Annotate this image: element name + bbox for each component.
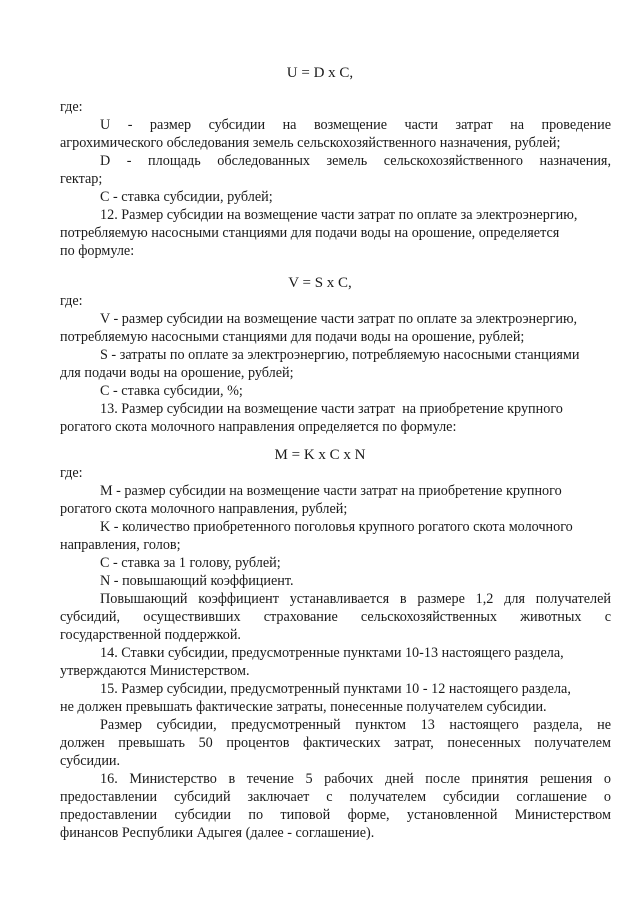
text-line: 15. Размер субсидии, предусмотренный пунктами 10 - 12 настоящего раздела, — [100, 681, 571, 697]
text-line: M - размер субсидии на возмещение части затрат на приобретение крупного — [100, 483, 562, 499]
text-line: потребляемую насосными станциями для подачи воды на орошение, рублей; — [60, 329, 525, 345]
text-line: рогатого скота молочного направления, рублей; — [60, 501, 348, 517]
text-line: N - повышающий коэффициент. — [100, 573, 294, 589]
text-line: где: — [60, 293, 83, 309]
text-line: предоставлении субсидий заключает с получателем субсидии соглашение о — [60, 789, 611, 805]
text-line: C - ставка субсидии, рублей; — [100, 189, 273, 205]
formula-u: U = D x C, — [286, 65, 354, 81]
text-line: S - затраты по оплате за электроэнергию, потребляемую насосными станциями — [100, 347, 580, 363]
text-line: государственной поддержкой. — [60, 627, 241, 643]
text-line: D - площадь обследованных земель сельскохозяйственного назначения, — [100, 153, 611, 169]
text-line: по формуле: — [60, 243, 135, 259]
text-line: субсидии. — [60, 753, 121, 769]
text-line: финансов Республики Адыгея (далее - соглашение). — [60, 825, 375, 841]
formula-v: V = S x C, — [288, 275, 352, 291]
text-line: потребляемую насосными станциями для подачи воды на орошение, определяется — [60, 225, 560, 241]
text-line: K - количество приобретенного поголовья крупного рогатого скота молочного — [100, 519, 573, 535]
text-line: 14. Ставки субсидии, предусмотренные пунктами 10-13 настоящего раздела, — [100, 645, 564, 661]
text-line: рогатого скота молочного направления определяется по формуле: — [60, 419, 457, 435]
text-line: C - ставка за 1 голову, рублей; — [100, 555, 281, 571]
text-line: 13. Размер субсидии на возмещение части затрат на приобретение крупного — [100, 401, 563, 417]
text-line: Размер субсидии, предусмотренный пунктом 13 настоящего раздела, не — [100, 717, 611, 733]
text-line: U - размер субсидии на возмещение части затрат на проведение — [100, 117, 611, 133]
formula-m: M = K x C x N — [274, 447, 366, 463]
text-line: утверждаются Министерством. — [60, 663, 250, 679]
text-line: Повышающий коэффициент устанавливается в размере 1,2 для получателей — [100, 591, 611, 607]
text-line: 12. Размер субсидии на возмещение части затрат по оплате за электроэнергию, — [100, 207, 578, 223]
text-line: где: — [60, 99, 83, 115]
text-line: V - размер субсидии на возмещение части затрат по оплате за электроэнергию, — [100, 311, 578, 327]
text-line: где: — [60, 465, 83, 481]
text-line: должен превышать 50 процентов фактических затрат, понесенных получателем — [60, 735, 611, 751]
text-line: C - ставка субсидии, %; — [100, 383, 243, 399]
text-line: 16. Министерство в течение 5 рабочих дней после принятия решения о — [100, 771, 611, 787]
text-line: агрохимического обследования земель сельскохозяйственного назначения, рублей; — [60, 135, 561, 151]
text-line: не должен превышать фактические затраты, понесенные получателем субсидии. — [60, 699, 547, 715]
text-line: гектар; — [60, 171, 103, 187]
text-line: направления, голов; — [60, 537, 181, 553]
text-line: субсидий, осуществивших страхование сельскохозяйственных животных с — [60, 609, 611, 625]
text-line: для подачи воды на орошение, рублей; — [60, 365, 294, 381]
text-line: предоставлении субсидии по типовой форме, установленной Министерством — [60, 807, 611, 823]
